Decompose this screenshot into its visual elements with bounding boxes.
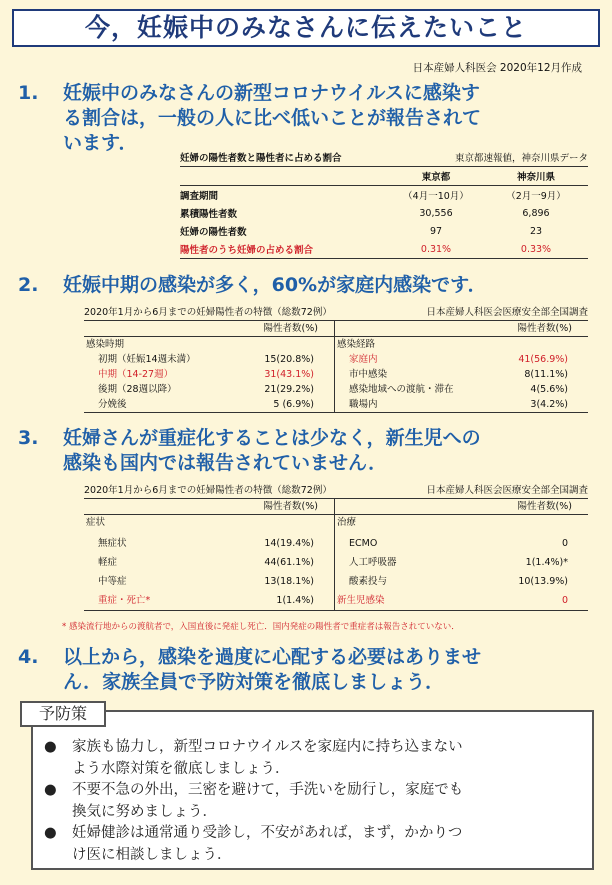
row-label: 酸素投与	[349, 576, 388, 587]
table-caption: 2020年1月から6月までの妊婦陽性者の特徴（総数72例）	[84, 485, 332, 496]
section-text: 妊婦さんが重症化することは少なく，新生児への	[63, 427, 481, 449]
section-text: 妊娠中期の感染が多く，60%が家庭内感染です．	[63, 274, 487, 296]
cell: （4月一10月）	[403, 191, 469, 202]
table-caption: 妊婦の陽性者数と陽性者に占める割合	[180, 153, 342, 164]
cell: 21(29.2%)	[264, 384, 314, 395]
table-source: 東京都速報値，神奈川県データ	[454, 153, 588, 164]
cell: 15(20.8%)	[264, 354, 314, 365]
cell: 13(18.1%)	[264, 576, 314, 587]
source-credit: 日本産婦人科医会 2020年12月作成	[412, 62, 582, 74]
column-header: 陽性者数(%)	[84, 321, 334, 337]
cell: 44(61.1%)	[264, 557, 314, 568]
page-title: 今，妊娠中のみなさんに伝えたいこと	[12, 9, 600, 47]
cell: 97	[429, 225, 443, 237]
group-title: 症状	[86, 517, 106, 528]
prevention-item	[44, 736, 574, 780]
infection-timing-route-table	[84, 306, 588, 413]
row-label: 中等症	[98, 576, 127, 587]
section-text: る割合は，一般の人に比べ低いことが報告されて	[63, 107, 482, 129]
row-label: 調査期間	[180, 191, 219, 202]
prevention-item	[44, 822, 574, 866]
column-header: 陽性者数(%)	[335, 499, 588, 515]
cell: 41(56.9%)	[518, 354, 568, 365]
cell: 0.33%	[520, 243, 552, 255]
cell: （2月一9月）	[506, 191, 566, 202]
cell: 4(5.6%)	[530, 384, 568, 395]
section-text: ん．家族全員で予防対策を徹底しましょう．	[63, 671, 445, 693]
cell: 0	[561, 595, 568, 606]
table-source: 日本産婦人科医会医療安全部全国調査	[426, 307, 588, 318]
column-header: 東京都	[421, 172, 451, 183]
prevention-text: 換気に努めましょう．	[72, 804, 217, 820]
row-label: ECMO	[349, 538, 378, 549]
cell: 14(19.4%)	[264, 538, 314, 549]
section-1-heading	[18, 81, 481, 156]
row-label: 無症状	[98, 538, 127, 549]
section-number: 1.	[18, 82, 39, 104]
table-caption: 2020年1月から6月までの妊婦陽性者の特徴（総数72例）	[84, 307, 332, 318]
row-label: 分娩後	[98, 399, 127, 410]
cell: 5 (6.9%)	[273, 399, 314, 410]
column-header: 陽性者数(%)	[335, 321, 588, 337]
prevention-text: よう水際対策を徹底しましょう．	[72, 761, 290, 777]
row-label: 中期（14-27週）	[98, 369, 174, 380]
cell: 0.31%	[420, 243, 452, 255]
prevention-tag: 予防策	[20, 701, 106, 727]
cell: 31(43.1%)	[264, 369, 314, 380]
group-title: 感染時期	[86, 339, 125, 350]
section-text: 感染も国内では報告されていません．	[63, 452, 388, 474]
cell: 6,896	[522, 207, 550, 219]
cell: 23	[529, 225, 543, 237]
cell: 1(1.4%)	[276, 595, 314, 606]
prevention-text: 家族も協力し，新型コロナウイルスを家庭内に持ち込まない	[72, 739, 463, 755]
footnote: * 感染流行地からの渡航者で，入国直後に発症し死亡．国内発症の陽性者で重症者は報告されていない．	[62, 622, 460, 632]
row-label: 人工呼吸器	[349, 557, 397, 568]
cell: 1(1.4%)*	[525, 557, 568, 568]
pregnant-positive-table	[180, 150, 588, 259]
cell: 0	[561, 538, 568, 549]
row-label: 陽性者のうち妊婦の占める割合	[180, 245, 314, 256]
section-number: 4.	[18, 646, 39, 668]
row-label: 感染地域への渡航・滞在	[349, 384, 454, 395]
cell: 10(13.9%)	[518, 576, 568, 587]
prevention-text: け医に相談しましょう．	[72, 847, 232, 863]
bullet-icon: ●	[44, 739, 57, 755]
section-number: 2.	[18, 274, 39, 296]
table-source: 日本産婦人科医会医療安全部全国調査	[426, 485, 588, 496]
group-title: 感染経路	[337, 339, 376, 350]
row-label: 軽症	[98, 557, 118, 568]
section-text: 妊娠中のみなさんの新型コロナウイルスに感染す	[63, 82, 480, 104]
cell: 30,556	[419, 207, 453, 219]
section-4-heading	[18, 645, 481, 695]
cell: 3(4.2%)	[530, 399, 568, 410]
section-number: 3.	[18, 427, 39, 449]
row-label: 職場内	[349, 399, 378, 410]
section-text: います．	[63, 132, 138, 154]
row-label: 家庭内	[349, 354, 378, 365]
row-label: 後期（28週以降）	[98, 384, 177, 395]
bullet-icon: ●	[44, 825, 57, 841]
column-header: 神奈川県	[516, 172, 555, 183]
prevention-item	[44, 779, 574, 823]
section-text: 以上から，感染を過度に心配する必要はありませ	[63, 646, 482, 668]
row-label: 累積陽性者数	[180, 209, 238, 220]
row-label: 初期（妊娠14週未満）	[98, 354, 196, 365]
row-label: 重症・死亡*	[98, 595, 151, 606]
column-header: 陽性者数(%)	[84, 499, 334, 515]
row-label: 妊婦の陽性者数	[180, 227, 247, 238]
prevention-text: 妊婦健診は通常通り受診し，不安があれば，まず，かかりつ	[72, 825, 463, 841]
bullet-icon: ●	[44, 782, 57, 798]
section-2-heading	[18, 273, 487, 298]
prevention-text: 不要不急の外出，三密を避けて，手洗いを励行し，家庭でも	[72, 782, 464, 798]
severity-treatment-table	[84, 484, 588, 611]
cell: 8(11.1%)	[524, 369, 568, 380]
row-label: 新生児感染	[337, 595, 385, 606]
group-title: 治療	[337, 517, 357, 528]
section-3-heading	[18, 426, 481, 476]
row-label: 市中感染	[349, 369, 388, 380]
